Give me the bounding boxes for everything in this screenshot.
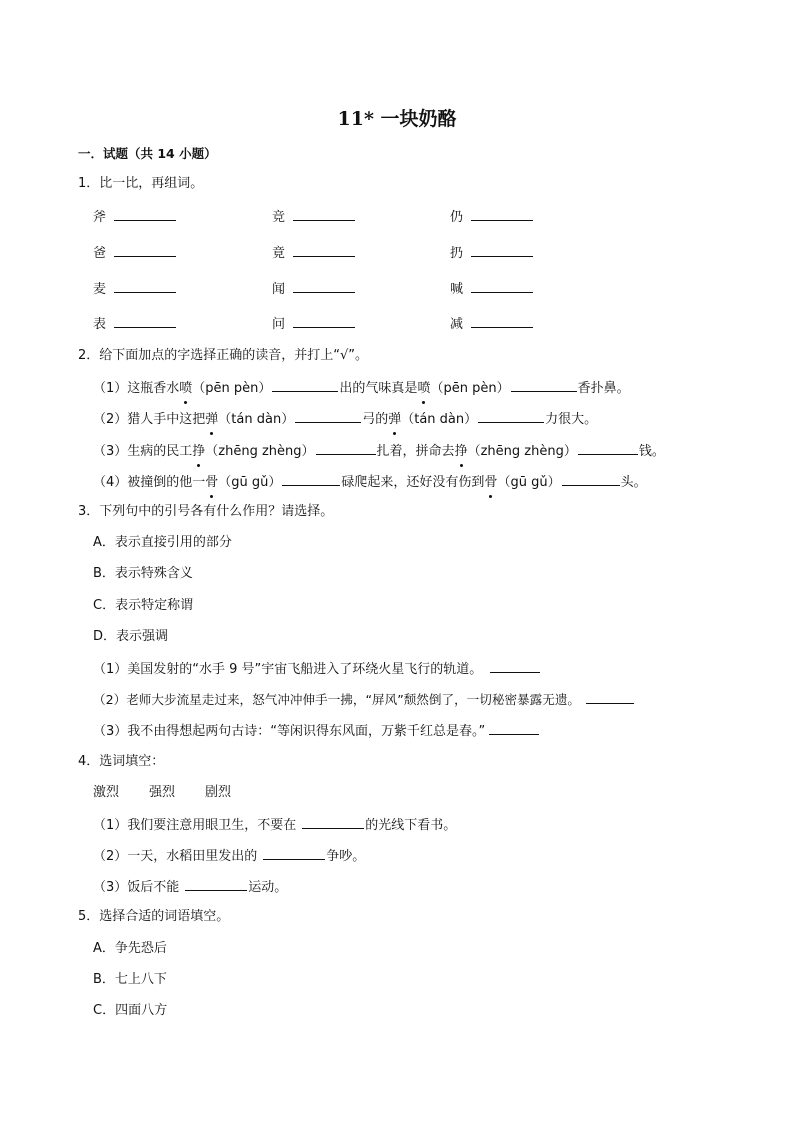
answer-blank[interactable] xyxy=(114,243,176,257)
q1-cell: 斧 xyxy=(93,207,177,227)
q5-prompt: 5．选择合适的词语填空。 xyxy=(78,909,230,924)
answer-blank[interactable] xyxy=(471,207,533,221)
q3-option-d: D．表示强调 xyxy=(93,629,169,644)
q1-cell: 表 xyxy=(93,314,177,334)
q4-item: （2）一天，水稻田里发出的 争吵。 xyxy=(93,846,365,866)
answer-blank[interactable] xyxy=(114,279,176,293)
q3-item: （1）美国发射的“水手 9 号”宇宙飞船进入了环绕火星飞行的轨道。 xyxy=(93,659,541,679)
section-heading: 一．试题（共 14 小题） xyxy=(78,146,217,161)
q2-item: （4）被撞倒的他一骨 （gū gǔ） 碌爬起来，还好没有伤到骨 （gū gǔ） 头。 xyxy=(93,472,647,492)
answer-blank[interactable] xyxy=(185,877,247,891)
q1-cell: 麦 xyxy=(93,279,177,299)
q4-prompt: 4．选词填空： xyxy=(78,754,165,769)
q1-cell: 仍 xyxy=(450,207,534,227)
answer-blank[interactable] xyxy=(272,378,338,392)
dotted-char: 弹 xyxy=(388,411,401,429)
q4-item: （1）我们要注意用眼卫生，不要在 的光线下看书。 xyxy=(93,815,456,835)
dotted-char: 喷 xyxy=(179,380,192,398)
dotted-char: 挣 xyxy=(455,443,468,461)
answer-blank[interactable] xyxy=(471,243,533,257)
q1-cell: 问 xyxy=(272,314,356,334)
word-option: 剧烈 xyxy=(205,785,232,800)
dotted-char: 骨 xyxy=(205,474,218,492)
q1-cell: 竞 xyxy=(272,207,356,227)
q2-item: （1）这瓶香水喷 （pēn pèn） 出的气味真是喷 （pēn pèn） 香扑鼻。 xyxy=(93,378,630,398)
dotted-char: 骨 xyxy=(484,474,497,492)
answer-blank[interactable] xyxy=(263,846,325,860)
answer-blank[interactable] xyxy=(490,659,540,673)
word-option: 激烈 xyxy=(93,785,120,800)
answer-blank[interactable] xyxy=(282,472,340,486)
q3-prompt: 3．下列句中的引号各有什么作用？请选择。 xyxy=(78,504,334,519)
answer-blank[interactable] xyxy=(471,314,533,328)
q1-cell: 减 xyxy=(450,314,534,334)
q2-prompt: 2．给下面加点的字选择正确的读音，并打上“√”。 xyxy=(78,348,369,363)
answer-blank[interactable] xyxy=(293,314,355,328)
dotted-char: 挣 xyxy=(192,443,205,461)
answer-blank[interactable] xyxy=(316,441,376,455)
q3-option-c: C．表示特定称谓 xyxy=(93,598,194,613)
q2-item: （2）猎人手中这把弹 （tán dàn） 弓的弹 （tán dàn） 力很大。 xyxy=(93,409,597,429)
page-title: 11* 一块奶酪 xyxy=(337,108,457,130)
q1-cell: 扔 xyxy=(450,243,534,263)
q3-option-b: B．表示特殊含义 xyxy=(93,566,193,581)
q3-item: （3）我不由得想起两句古诗：“等闲识得东风面，万紫千红总是春。” xyxy=(93,721,540,741)
answer-blank[interactable] xyxy=(562,472,620,486)
answer-blank[interactable] xyxy=(114,207,176,221)
q4-item: （3）饭后不能 运动。 xyxy=(93,877,287,897)
q1-cell: 闻 xyxy=(272,279,356,299)
answer-blank[interactable] xyxy=(578,441,638,455)
dotted-char: 喷 xyxy=(417,380,430,398)
answer-blank[interactable] xyxy=(586,690,634,704)
q1-cell: 喊 xyxy=(450,279,534,299)
answer-blank[interactable] xyxy=(293,279,355,293)
q1-prompt: 1．比一比，再组词。 xyxy=(78,176,204,191)
answer-blank[interactable] xyxy=(114,314,176,328)
q5-option-c: C．四面八方 xyxy=(93,1003,168,1018)
answer-blank[interactable] xyxy=(511,378,577,392)
q5-option-b: B．七上八下 xyxy=(93,972,167,987)
q1-cell: 竟 xyxy=(272,243,356,263)
answer-blank[interactable] xyxy=(471,279,533,293)
q3-item: （2）老师大步流星走过来，怒气冲冲伸手一拂，“屏风”颓然倒了，一切秘密暴露无遗。 xyxy=(93,690,635,709)
q3-option-a: A．表示直接引用的部分 xyxy=(93,535,232,550)
q1-cell: 爸 xyxy=(93,243,177,263)
answer-blank[interactable] xyxy=(295,409,361,423)
q5-option-a: A．争先恐后 xyxy=(93,941,167,956)
q2-item: （3）生病的民工挣 （zhēng zhèng） 扎着，拼命去挣 （zhēng zhèng） 钱。 xyxy=(93,441,665,461)
word-option: 强烈 xyxy=(149,785,176,800)
answer-blank[interactable] xyxy=(302,815,364,829)
answer-blank[interactable] xyxy=(489,721,539,735)
answer-blank[interactable] xyxy=(293,207,355,221)
answer-blank[interactable] xyxy=(293,243,355,257)
dotted-char: 弹 xyxy=(205,411,218,429)
answer-blank[interactable] xyxy=(478,409,544,423)
q4-word-bank xyxy=(93,784,261,802)
